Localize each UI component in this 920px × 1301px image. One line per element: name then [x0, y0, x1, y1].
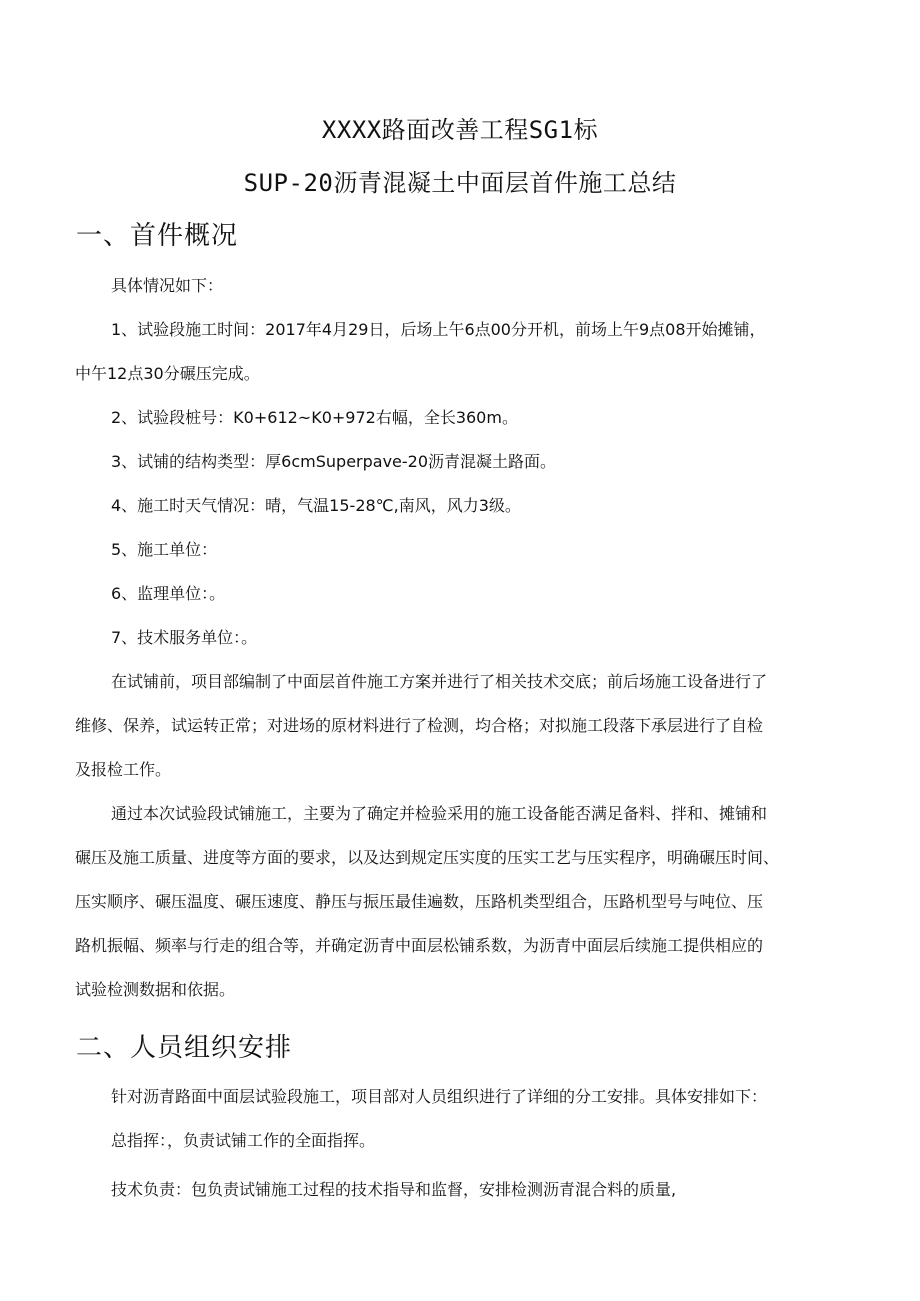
document-title-line-2: SUP-20沥青混凝土中面层首件施工总结	[243, 169, 677, 197]
document-title-line-1: XXXX路面改善工程SG1标	[321, 116, 599, 144]
paragraph-line: 总指挥：，负责试铺工作的全面指挥。	[111, 1131, 376, 1150]
paragraph-line: 1、试验段施工时间：2017年4月29日，后场上午6点00分开机，前场上午9点08开始摊铺，	[111, 320, 766, 339]
paragraph-line: 在试铺前，项目部编制了中面层首件施工方案并进行了相关技术交底；前后场施工设备进行了	[111, 672, 768, 691]
paragraph-line: 路机振幅、频率与行走的组合等，并确定沥青中面层松铺系数，为沥青中面层后续施工提供相应的	[75, 936, 764, 955]
paragraph-line: 针对沥青路面中面层试验段施工，项目部对人员组织进行了详细的分工安排。具体安排如下：	[111, 1087, 768, 1106]
paragraph-line: 碾压及施工质量、进度等方面的要求，以及达到规定压实度的压实工艺与压实程序，明确碾压时间、	[75, 848, 780, 867]
paragraph-line: 7、技术服务单位：。	[111, 628, 258, 647]
paragraph-line: 维修、保养，试运转正常；对进场的原材料进行了检测，均合格；对拟施工段落下承层进行了自检	[75, 716, 764, 735]
paragraph-line: 具体情况如下：	[111, 276, 224, 295]
paragraph-line: 5、施工单位：	[111, 540, 218, 559]
paragraph-line: 4、施工时天气情况：晴，气温15-28℃,南风，风力3级。	[111, 496, 521, 515]
section-heading-overview: 一、首件概况	[76, 221, 239, 251]
paragraph-line: 及报检工作。	[75, 760, 172, 779]
paragraph-line: 试验检测数据和依据。	[75, 980, 236, 999]
paragraph-line: 3、试铺的结构类型：厚6cmSuperpave-20沥青混凝土路面。	[111, 452, 557, 471]
paragraph-line: 6、监理单位：。	[111, 584, 226, 603]
paragraph-line: 技术负责：包负责试铺施工过程的技术指导和监督，安排检测沥青混合料的质量,	[111, 1180, 677, 1199]
paragraph-line: 压实顺序、碾压温度、碾压速度、静压与振压最佳遍数，压路机类型组合，压路机型号与吨位、压	[75, 892, 764, 911]
paragraph-line: 中午12点30分碾压完成。	[75, 364, 260, 383]
paragraph-line: 通过本次试验段试铺施工，主要为了确定并检验采用的施工设备能否满足备料、拌和、摊铺和	[111, 804, 768, 823]
section-heading-personnel: 二、人员组织安排	[76, 1033, 293, 1063]
paragraph-line: 2、试验段桩号：K0+612~K0+972右幅，全长360m。	[111, 408, 518, 427]
